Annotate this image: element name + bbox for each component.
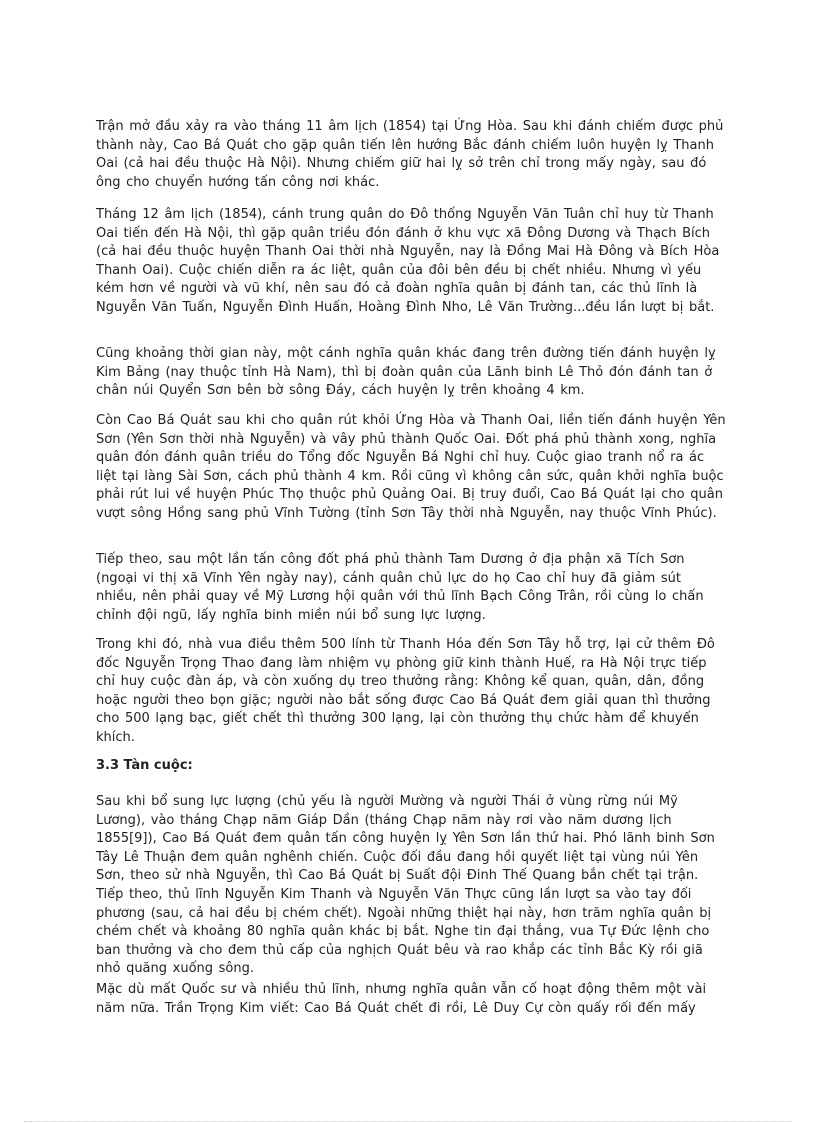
paragraph: Mặc dù mất Quốc sư và nhiều thủ lĩnh, nhưng nghĩa quân vẫn cố hoạt động thêm một vài năm nữa. Trần Trọng Kim viết: Cao Bá Quát chết đi rồi, Lê Duy Cự còn quấy rối đến mấy: [96, 982, 707, 1016]
paragraph: Tiếp theo, sau một lần tấn công đốt phá phủ thành Tam Dương ở địa phận xã Tích Sơn (ngoại vi thị xã Vĩnh Yên ngày nay), cánh quân chủ lực do họ Cao chỉ huy đã giảm sút nhiều, nên phải quay về Mỹ Lương hội quân với thủ lĩnh Bạch Công Trân, rồi cùng lo chấn chỉnh đội ngũ, lấy nghĩa binh miền núi bổ sung lực lượng.: [96, 552, 704, 623]
section-heading: 3.3 Tàn cuộc:: [96, 758, 193, 773]
page-bottom-divider: [24, 1121, 792, 1122]
paragraph: Còn Cao Bá Quát sau khi cho quân rút khỏi Ứng Hòa và Thanh Oai, liền tiến đánh huyện Yên Sơn (Yên Sơn thời nhà Nguyễn) và vây phủ thành Quốc Oai. Đốt phá phủ thành xong, nghĩa quân đón đánh quân triều do Tổng đốc Nguyễn Bá Nghi chỉ huy. Cuộc giao tranh nổ ra ác liệt tại làng Sài Sơn, cách phủ thành 4 km. Rồi cũng vì không cân sức, quân khởi nghĩa buộc phải rút lui về huyện Phúc Thọ thuộc phủ Quảng Oai. Bị truy đuổi, Cao Bá Quát lại cho quân vượt sông Hồng sang phủ Vĩnh Tường (tỉnh Sơn Tây thời nhà Nguyễn, nay thuộc Vĩnh Phúc).: [96, 413, 726, 521]
paragraph: Cũng khoảng thời gian này, một cánh nghĩa quân khác đang trên đường tiến đánh huyện lỵ Kim Bảng (nay thuộc tỉnh Hà Nam), thì bị đoàn quân của Lãnh binh Lê Thỏ đón đánh tan ở chân núi Quyển Sơn bên bờ sông Đáy, cách huyện lỵ trên khoảng 4 km.: [96, 346, 716, 399]
paragraph: Trận mở đầu xảy ra vào tháng 11 âm lịch (1854) tại Ứng Hòa. Sau khi đánh chiếm được phủ thành này, Cao Bá Quát cho gặp quân tiến lên hướng Bắc đánh chiếm luôn huyện lỵ Thanh Oai (cả hai đều thuộc Hà Nội). Nhưng chiếm giữ hai lỵ sở trên chỉ trong mấy ngày, sau đó ông cho chuyển hướng tấn công nơi khác.: [96, 119, 724, 190]
paragraph: Sau khi bổ sung lực lượng (chủ yếu là người Mường và người Thái ở vùng rừng núi Mỹ Lương), vào tháng Chạp năm Giáp Dần (tháng Chạp năm này rơi vào năm dương lịch 1855[9]), Cao Bá Quát đem quân tấn công huyện lỵ Yên Sơn lần thứ hai. Phó lãnh binh Sơn Tây Lê Thuận đem quân nghênh chiến. Cuộc đối đầu đang hồi quyết liệt tại vùng núi Yên Sơn, theo sử nhà Nguyễn, thì Cao Bá Quát bị Suất đội Đinh Thế Quang bắn chết tại trận. Tiếp theo, thủ lĩnh Nguyễn Kim Thanh và Nguyễn Văn Thực cũng lần lượt sa vào tay đối phương (sau, cả hai đều bị chém chết). Ngoài những thiệt hại này, hơn trăm nghĩa quân bị chém chết và khoảng 80 nghĩa quân khác bị bắt. Nghe tin đại thắng, vua Tự Đức lệnh cho ban thưởng và cho đem thủ cấp của nghịch Quát bêu và rao khắp các tỉnh Bắc Kỳ rồi giã nhỏ quăng xuống sông.: [96, 794, 715, 977]
paragraph: Tháng 12 âm lịch (1854), cánh trung quân do Đô thống Nguyễn Văn Tuân chỉ huy từ Thanh Oai tiến đến Hà Nội, thì gặp quân triều đón đánh ở khu vực xã Đông Dương và Thạch Bích (cả hai đều thuộc huyện Thanh Oai thời nhà Nguyễn, nay là Đồng Mai Hà Đông và Bích Hòa Thanh Oai). Cuộc chiến diễn ra ác liệt, quân của đôi bên đều bị chết nhiều. Nhưng vì yếu kém hơn về người và vũ khí, nên sau đó cả đoàn nghĩa quân bị đánh tan, các thủ lĩnh là Nguyễn Văn Tuấn, Nguyễn Đình Huấn, Hoàng Đình Nho, Lê Văn Trường...đều lần lượt bị bắt.: [96, 207, 720, 315]
paragraph: Trong khi đó, nhà vua điều thêm 500 lính từ Thanh Hóa đến Sơn Tây hỗ trợ, lại cử thêm Đô đốc Nguyễn Trọng Thao đang làm nhiệm vụ phòng giữ kinh thành Huế, ra Hà Nội trực tiếp chỉ huy cuộc đàn áp, và còn xuống dụ treo thưởng rằng: Không kể quan, quân, dân, đồng hoặc người theo bọn giặc; người nào bắt sống được Cao Bá Quát đem giải quan thì thưởng cho 500 lạng bạc, giết chết thì thưởng 300 lạng, lại còn thưởng thụ chức hàm để khuyến khích.: [96, 637, 715, 745]
